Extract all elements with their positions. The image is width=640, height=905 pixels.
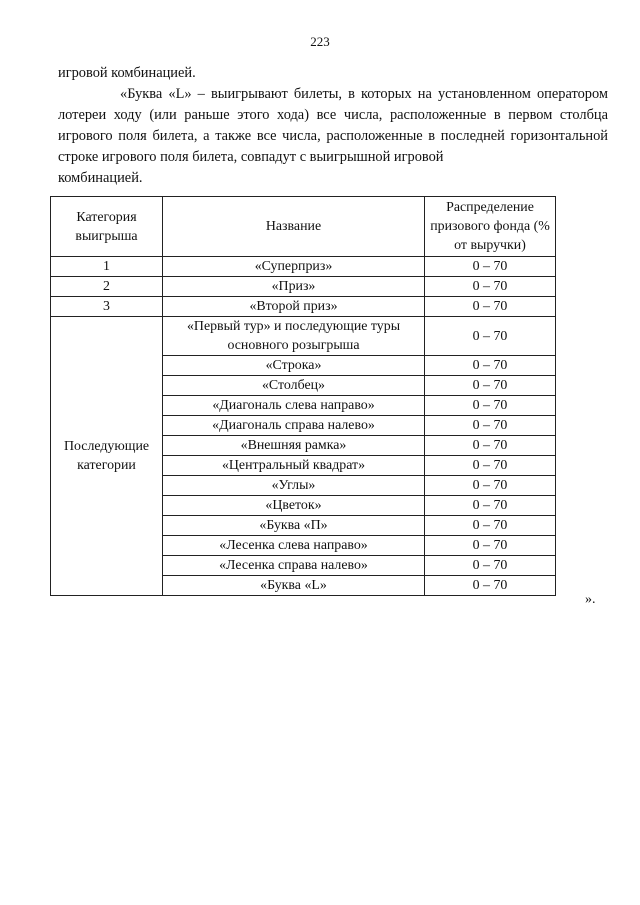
cell-name: «Центральный квадрат»	[163, 456, 425, 476]
cell-value: 0 – 70	[425, 456, 556, 476]
cell-category: 2	[51, 277, 163, 297]
cell-name: «Лесенка справа налево»	[163, 556, 425, 576]
cell-value: 0 – 70	[425, 576, 556, 596]
paragraph-letter-l-end: комбинацией.	[58, 170, 143, 186]
cell-name: «Диагональ справа налево»	[163, 416, 425, 436]
table-row	[51, 257, 556, 277]
cell-value: 0 – 70	[425, 277, 556, 297]
cell-category: 1	[51, 257, 163, 277]
cell-category: 3	[51, 297, 163, 317]
cell-value: 0 – 70	[425, 396, 556, 416]
cell-value: 0 – 70	[425, 516, 556, 536]
page-number: 223	[310, 34, 330, 49]
cell-name: «Лесенка слева направо»	[163, 536, 425, 556]
cell-name: «Суперприз»	[163, 257, 425, 277]
cell-name: «Столбец»	[163, 376, 425, 396]
cell-name: «Цветок»	[163, 496, 425, 516]
cell-value: 0 – 70	[425, 436, 556, 456]
table-row	[51, 317, 556, 356]
cell-name: «Строка»	[163, 356, 425, 376]
cell-group-category: Последующие категории	[51, 317, 163, 596]
cell-name: «Приз»	[163, 277, 425, 297]
paragraph-letter-l	[58, 84, 608, 189]
table-header-row	[51, 197, 556, 257]
cell-value: 0 – 70	[425, 476, 556, 496]
paragraph-letter-l-body: «Буква «L» – выигрывают билеты, в которых на установленном оператором лотереи ходу (или раньше этого хода) все числа, расположенные в первом столбца игрового поля билета, а также все числа, расположенные в последней горизонтальной строке игрового поля билета, совпадут с выигрышной игровой	[58, 86, 608, 165]
cell-value: 0 – 70	[425, 536, 556, 556]
table-row	[51, 277, 556, 297]
cell-value: 0 – 70	[425, 376, 556, 396]
cell-value: 0 – 70	[425, 317, 556, 356]
cell-name: «Первый тур» и последующие туры основного розыгрыша	[163, 317, 425, 356]
cell-name: «Диагональ слева направо»	[163, 396, 425, 416]
cell-name: «Второй приз»	[163, 297, 425, 317]
cell-value: 0 – 70	[425, 556, 556, 576]
cell-value: 0 – 70	[425, 496, 556, 516]
paragraph-continuation: игровой комбинацией.	[58, 65, 196, 81]
cell-value: 0 – 70	[425, 257, 556, 277]
cell-name: «Буква «П»	[163, 516, 425, 536]
header-distribution: Распределение призового фонда (% от выручки)	[425, 197, 556, 257]
closing-quote: ».	[585, 592, 596, 607]
cell-name: «Углы»	[163, 476, 425, 496]
header-name: Название	[163, 197, 425, 257]
header-category: Категория выигрыша	[51, 197, 163, 257]
cell-name: «Внешняя рамка»	[163, 436, 425, 456]
prize-distribution-table	[50, 196, 556, 596]
cell-value: 0 – 70	[425, 416, 556, 436]
cell-value: 0 – 70	[425, 297, 556, 317]
cell-name: «Буква «L»	[163, 576, 425, 596]
cell-value: 0 – 70	[425, 356, 556, 376]
table-row	[51, 297, 556, 317]
